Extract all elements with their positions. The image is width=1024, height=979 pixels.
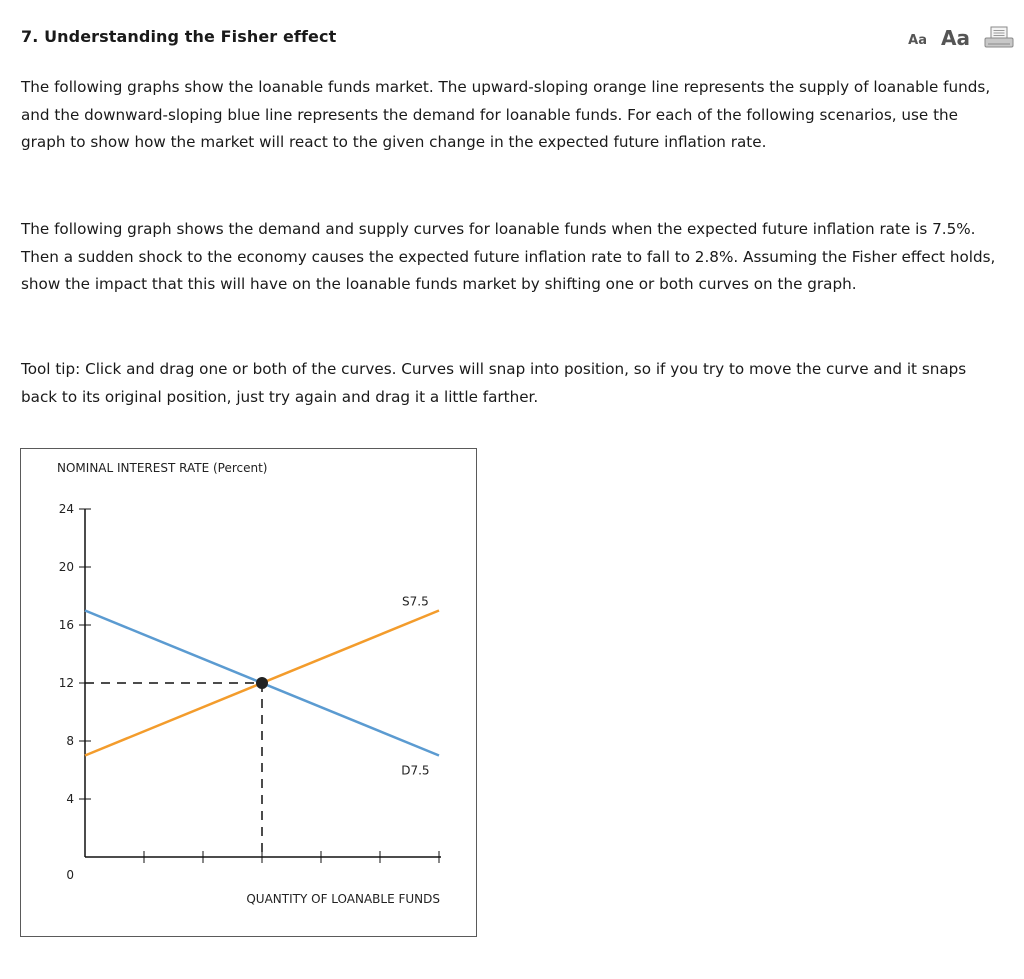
font-size-small-button[interactable]: Aa xyxy=(908,33,928,48)
y-tick-label: 20 xyxy=(58,560,74,574)
y-axis-label: NOMINAL INTEREST RATE (Percent) xyxy=(57,461,268,475)
equilibrium-point xyxy=(256,677,268,689)
y-tick-label: 0 xyxy=(66,868,74,882)
y-tick-label: 8 xyxy=(66,734,74,748)
y-tick-label: 16 xyxy=(58,618,74,632)
y-tick-label: 4 xyxy=(66,792,74,806)
tooltip-paragraph: Tool tip: Click and drag one or both of the curves. Curves will snap into position, so if you try to move the curve and it snaps back to its original position, just try again and drag it a little farther. xyxy=(21,360,967,406)
loanable-funds-graph xyxy=(20,448,477,937)
question-title: 7. Understanding the Fisher effect xyxy=(21,27,337,46)
font-toolbar xyxy=(908,26,1014,50)
demand-curve-label: D7.5 xyxy=(401,763,430,778)
scenario-paragraph: The following graph shows the demand and supply curves for loanable funds when the expected future inflation rate is 7.5%. Then a sudden shock to the economy causes the expected future inflation rate to fall to 2.8%. Assuming the Fisher effect holds, show the impact that this will have on the loanable funds market by shifting one or both curves on the graph. xyxy=(21,220,996,293)
loanable-funds-chart xyxy=(21,449,478,938)
y-tick-label: 24 xyxy=(58,502,74,516)
font-size-large-button[interactable]: Aa xyxy=(941,26,970,50)
supply-curve-label: S7.5 xyxy=(402,594,429,609)
x-axis-label: QUANTITY OF LOANABLE FUNDS xyxy=(246,892,440,906)
y-tick-label: 12 xyxy=(58,676,74,690)
print-icon[interactable] xyxy=(984,26,1014,50)
intro-paragraph: The following graphs show the loanable funds market. The upward-sloping orange line represents the supply of loanable funds, and the downward-sloping blue line represents the demand for loanable funds. For each of the following scenarios, use the graph to show how the market will react to the given change in the expected future inflation rate. xyxy=(21,78,991,151)
